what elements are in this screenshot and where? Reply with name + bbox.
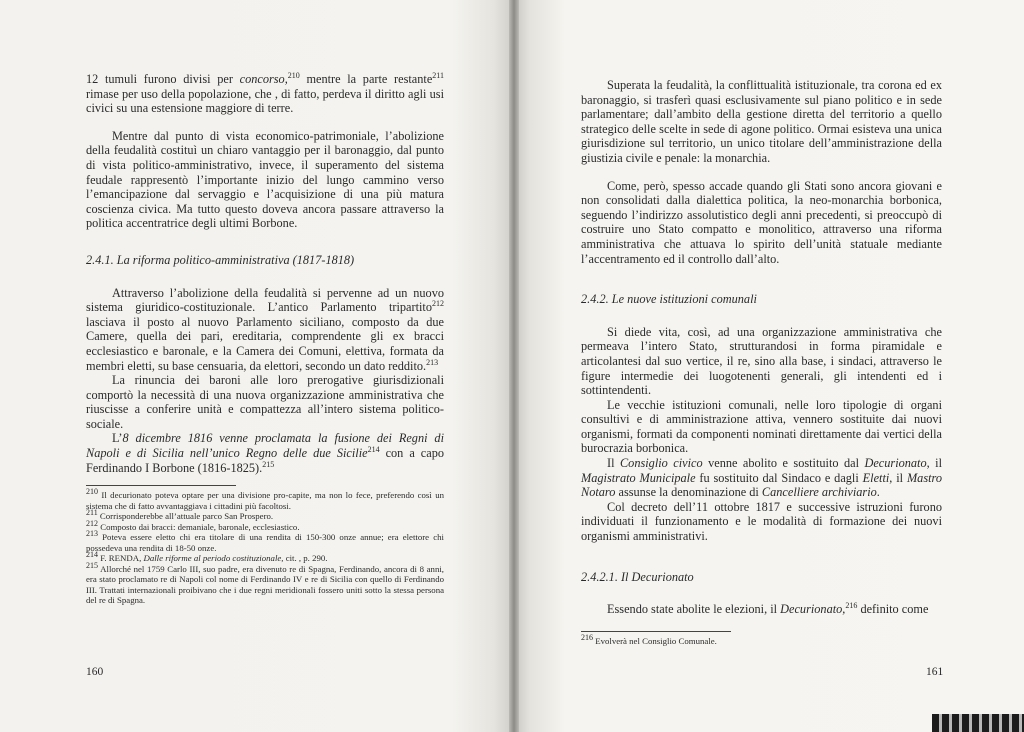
left-text-column xyxy=(86,72,444,606)
right-paragraph-7: Essendo state abolite le elezioni, il Decurionato,$^{216}$ definito come xyxy=(607,601,929,617)
right-paragraph-3: Si diede vita, così, ad una organizzazione amministrativa che permeava l’intero Stato, strutturandosi in forma piramidale e articolantesi dal suo vertice, il re, sino alla base, i sindaci, attraverso le figure intermedie dei luogotenenti generali, gli intendenti ed i sottintendenti. xyxy=(581,324,942,398)
right-page xyxy=(514,0,1024,732)
right-paragraph-1: Superata la feudalità, la conflittualità istituzionale, tra corona ed ex baronaggio, si trasferì quasi esclusivamente sul piano politico e in sede parlamentare; dall’ambito della gestione diretta del territorio a quello strategico delle scelte in sede di agone politico. Ormai esisteva una unica giurisdizione sul territorio, un unico titolare dell’amministrazione della giustizia civile e penale: la monarchia. xyxy=(581,78,942,165)
section-heading-2-4-1: 2.4.1. La riforma politico-amministrativa (1817-1818) xyxy=(86,252,355,267)
section-heading-2-4-2-1: 2.4.2.1. Il Decurionato xyxy=(581,569,694,584)
footnote-ref: 214 xyxy=(367,444,380,454)
footnote-215: $^{215}$ Allorché nel 1759 Carlo III, suo padre, era divenuto re di Spagna, Ferdinando, ancora di 8 anni, era stato proclamato re di Napoli col nome di Ferdinando IV e re di Sicilia con quello di Ferdinando III. Trattati internazionali proibivano che i due regni meridionali fossero uniti sotto la stessa persona del re di Spagna. xyxy=(86,560,444,606)
footnote-ref: 212 xyxy=(432,299,444,309)
footnote-214: $^{214}$ F. RENDA, Dalle riforme al periodo costituzionale, cit. , p. 290. xyxy=(86,550,328,564)
page-number-left: 160 xyxy=(86,666,104,678)
right-paragraph-2: Come, però, spesso accade quando gli Stati sono ancora giovani e non consolidati dalla dialettica politica, la neo-monarchia borbonica, seguendo l’indirizzo assolutistico degli anni precedenti, si preoccupò di costruire uno Stato compatto e monolitico, attraverso una riforma amministrativa che attuava lo spirito dell’unità statuale mediante l’accentramento ed il controllo dall’alto. xyxy=(581,178,942,266)
left-paragraph-2: Mentre dal punto di vista economico-patrimoniale, l’abolizione della feudalità costituì un chiaro vantaggio per il baronaggio, dal punto di vista politico-amministrativo, invece, il superamento del sistema feudale rappresentò l’importante inizio del lungo cammino verso l’emancipazione dal servaggio e l’acquisizione di una più matura coscienza civica. Ma tutto questo doveva ancora passare attraverso la politica accentratrice degli ultimi Borbone. xyxy=(86,128,444,231)
footnote-rule xyxy=(581,631,731,632)
right-paragraph-6: Col decreto dell’11 ottobre 1817 e successive istruzioni furono individuati il funzionamento e le modalità di formazione dei nuovi organismi amministrativi. xyxy=(581,499,942,544)
footnote-ref: 215 xyxy=(262,459,275,469)
right-text-column xyxy=(581,78,942,646)
left-paragraph-5: L’8 dicembre 1816 venne proclamata la fusione dei Regni di Napoli e di Sicilia nell’unico Regno delle due Sicilie$^{214}$ con a capo Ferdinando I Borbone (1816-1825).$^{215}$ xyxy=(86,431,445,475)
left-paragraph-3: Attraverso l’abolizione della feudalità si pervenne ad un nuovo sistema giuridico-costituzionale. L’antico Parlamento tripartito$^{212}$ lasciava il posto al nuovo Parlamento siciliano, composto da due Camere, quella dei pari, ereditaria, comprendente gli ex bracci ecclesiastico e baronale, e la Camera dei Comuni, elettiva, formata da membri eletti, su base censuaria, da elettori, secondo un dato reddito.$^{213}$ xyxy=(86,285,444,373)
footnote-ref: 211 xyxy=(432,70,444,80)
right-paragraph-4: Le vecchie istituzioni comunali, nelle loro tipologie di organi consultivi e di amministrazione attiva, vennero sostituite dai nuovi organismi, formati da componenti nominati direttamente dai vertici della burocrazia borbonica. xyxy=(581,397,942,456)
book-gutter xyxy=(509,0,519,732)
footnote-ref: 213 xyxy=(426,357,439,367)
footnote-210: $^{210}$ Il decurionato poteva optare per una divisione pro-capite, ma non lo fece, preferendo così un sistema che di fatto avvantaggiava i cittadini più facoltosi. xyxy=(86,487,444,511)
right-paragraph-5: Il Consiglio civico venne abolito e sostituito dal Decurionato, il Magistrato Municipale fu sostituito dal Sindaco e dagli Eletti, il Mastro Notaro assunse la denominazione di Cancelliere archiviario. xyxy=(581,456,943,500)
footnote-ref: 216 xyxy=(845,601,858,611)
footnote-rule xyxy=(86,485,236,486)
page-number-right: 161 xyxy=(926,666,944,678)
left-paragraph-4: La rinuncia dei baroni alle loro prerogative giurisdizionali comportò la necessità di una nuova organizzazione amministrativa che riuscisse a conferire unità e compattezza all’intero sistema politico-sociale. xyxy=(86,373,444,431)
scan-edge-marks xyxy=(932,714,1024,732)
footnote-216: $^{216}$ Evolverà nel Consiglio Comunale. xyxy=(581,632,717,646)
footnote-213: $^{213}$ Poteva essere eletto chi era titolare di una rendita di 150-300 onze annue; era elettore chi possedeva una rendita di 18-50 onze. xyxy=(86,529,444,553)
left-paragraph-1: 12 tumuli furono divisi per concorso,$^{210}$ mentre la parte restante$^{211}$ rimase per uso della popolazione, che , di fatto, perdeva il diritto agli usi civici su una estensione maggiore di terre. xyxy=(86,70,444,116)
footnote-211: $^{211}$ Corrisponderebbe all’attuale parco San Prospero. xyxy=(86,508,274,522)
footnote-ref: 210 xyxy=(287,70,300,80)
footnote-212: $^{212}$ Composto dai bracci: demaniale, baronale, ecclesiastico. xyxy=(86,518,300,532)
section-heading-2-4-2: 2.4.2. Le nuove istituzioni comunali xyxy=(581,292,757,307)
